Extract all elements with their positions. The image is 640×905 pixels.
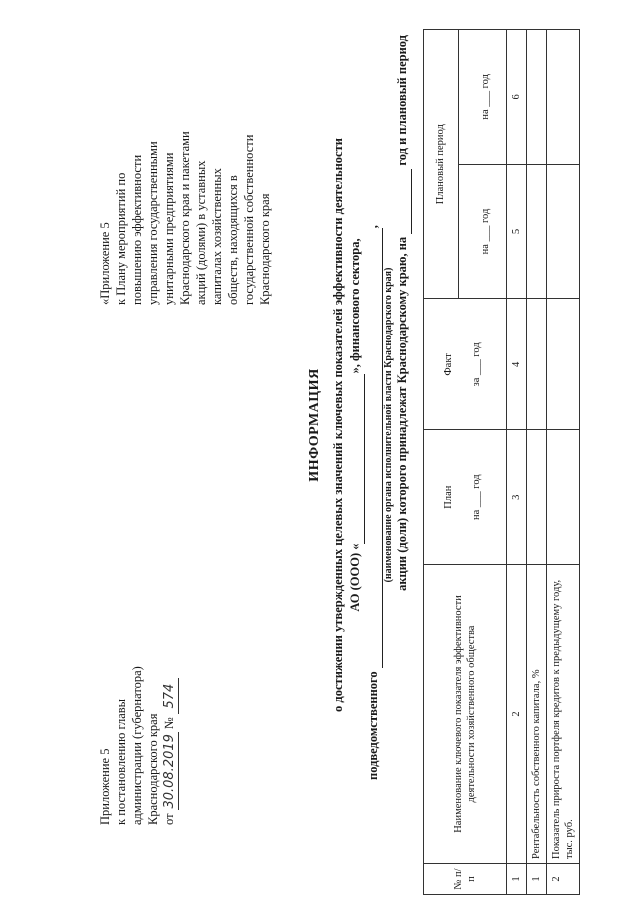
title-line2-suffix: », финансового сектора,	[348, 238, 362, 374]
appendix-left-block	[97, 666, 179, 825]
header-planning-period: Плановый период	[424, 30, 459, 299]
kpi-table	[423, 29, 580, 895]
document-heading: ИНФОРМАЦИЯ	[307, 368, 322, 482]
header-no: № п/п	[424, 864, 507, 895]
appendix-right-line3: повышению эффективности	[130, 154, 144, 305]
appendix-right-line2: к Плану мероприятий по	[114, 172, 128, 305]
header-name: Наименование ключевого показателя эффективности деятельности хозяйственного общества	[424, 565, 507, 864]
appendix-left-line4: Краснодарского края	[146, 713, 160, 825]
header-plan-top: План	[424, 430, 459, 565]
year-blank	[394, 169, 412, 234]
col-number: 1	[506, 864, 526, 895]
title-line5-suffix: год и плановый период	[395, 35, 409, 166]
row-no: 2	[546, 864, 579, 895]
appendix-right-line5: унитарными предприятиями	[162, 152, 176, 305]
row-cell	[526, 430, 546, 565]
row-cell	[526, 164, 546, 299]
appendix-left-line2: к постановлению главы	[114, 698, 128, 825]
title-line4-note: (наименование органа исполнительной власти Краснодарского края)	[383, 267, 394, 583]
title-line2	[347, 25, 365, 825]
appendix-right-line10: государственной собственности	[242, 134, 256, 305]
col-number: 5	[506, 164, 526, 299]
row-cell	[546, 164, 579, 299]
title-line5	[394, 25, 412, 825]
from-prefix: от	[162, 813, 176, 825]
col-number: 6	[506, 30, 526, 165]
company-name-blank	[347, 374, 365, 544]
number-prefix: №	[162, 717, 176, 730]
title-line3-prefix: подведомственного	[366, 671, 380, 780]
title-line1: о достижении утвержденных целевых значений ключевых показателей эффективности деятельности	[331, 138, 345, 712]
row-cell	[546, 30, 579, 165]
appendix-right-line1: «Приложение 5	[98, 222, 112, 305]
title-line2-prefix: АО (ООО) «	[348, 543, 362, 612]
row-cell	[526, 30, 546, 165]
col-number: 4	[506, 299, 526, 430]
table-header-row-1	[424, 30, 459, 895]
authority-name-blank	[365, 228, 383, 668]
table-row	[546, 30, 579, 895]
handwritten-date: 30.08.2019	[162, 734, 177, 809]
title-line3-suffix: ,	[366, 225, 380, 229]
header-fact-bottom: за ___ год	[458, 299, 506, 430]
appendix-left-line1: Приложение 5	[98, 748, 112, 825]
appendix-left-date-line	[161, 666, 179, 825]
appendix-right-block	[97, 60, 273, 305]
row-name: Показатель прироста портфеля кредитов к предыдущему году, тыс. руб.	[546, 565, 579, 864]
col-number: 3	[506, 430, 526, 565]
appendix-right-line7: акций (долями) в уставных	[194, 160, 208, 305]
appendix-right-line9: обществ, находящихся в	[226, 175, 240, 305]
handwritten-number: 574	[162, 678, 179, 714]
header-pp1: на ___ год	[458, 164, 506, 299]
appendix-right-line4: управления государственными	[146, 141, 160, 305]
row-cell	[546, 299, 579, 430]
appendix-left-line3: администрации (губернатора)	[130, 666, 144, 825]
appendix-right-line8: капиталах хозяйственных	[210, 168, 224, 305]
appendix-right-line11: Краснодарского края	[258, 193, 272, 305]
header-pp2: на ___ год	[458, 30, 506, 165]
col-number: 2	[506, 565, 526, 864]
row-cell	[546, 430, 579, 565]
title-line3	[365, 25, 383, 825]
column-number-row	[506, 30, 526, 895]
title-line5-prefix: акции (доли) которого принадлежат Краснодарскому краю, на	[395, 236, 409, 591]
header-plan-bottom: на ___ год	[458, 430, 506, 565]
row-no: 1	[526, 864, 546, 895]
header-fact-top: Факт	[424, 299, 459, 430]
table-row	[526, 30, 546, 895]
row-name: Рентабельность собственного капитала, %	[526, 565, 546, 864]
row-cell	[526, 299, 546, 430]
document-title-block	[307, 25, 412, 825]
appendix-right-line6: Краснодарского края и пакетами	[178, 131, 192, 305]
